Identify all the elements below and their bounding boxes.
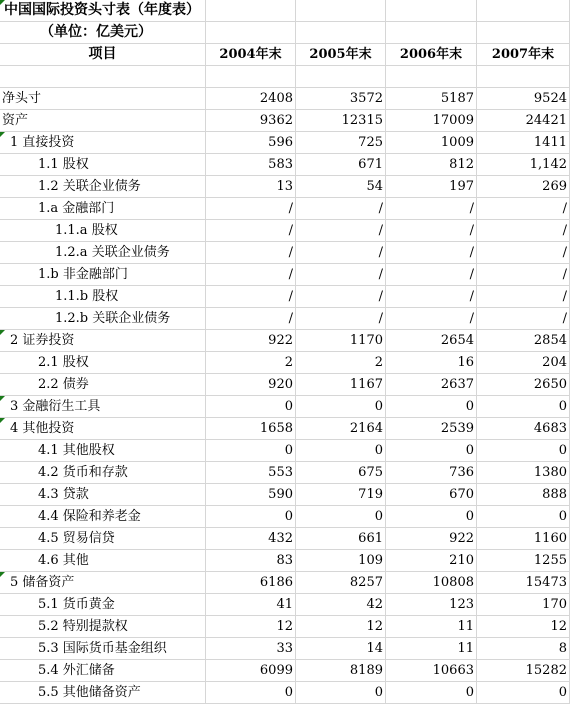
value-cell[interactable]: 11 [386,638,477,660]
table-row [0,308,570,330]
table-row [0,638,570,660]
value-cell[interactable]: 2408 [206,88,296,110]
value-cell[interactable]: 8 [477,638,570,660]
value-cell[interactable]: 671 [296,154,386,176]
table-row [0,550,570,572]
table-row [0,352,570,374]
value-cell[interactable]: 269 [477,176,570,198]
row-label[interactable]: 1.1.a 股权 [0,220,206,242]
value-cell[interactable]: 210 [386,550,477,572]
table-row [0,440,570,462]
cell-marker-icon [0,572,5,577]
row-label[interactable]: 4.4 保险和养老金 [0,506,206,528]
value-cell[interactable]: / [296,308,386,330]
year-header[interactable]: 2004年末 [206,44,296,66]
row-label[interactable]: 3 金融衍生工具 [0,396,206,418]
value-cell[interactable]: / [296,264,386,286]
value-cell[interactable]: 2 [206,352,296,374]
value-cell[interactable]: 15473 [477,572,570,594]
value-cell[interactable]: 12315 [296,110,386,132]
value-cell[interactable]: / [386,198,477,220]
table-row [0,88,570,110]
cell-marker-icon [0,418,5,423]
cell[interactable] [206,22,296,44]
value-cell[interactable]: / [477,198,570,220]
value-cell[interactable]: 0 [477,506,570,528]
table-row [0,132,570,154]
value-cell[interactable]: 83 [206,550,296,572]
value-cell[interactable]: 1255 [477,550,570,572]
cell[interactable] [386,0,477,22]
value-cell[interactable]: 10663 [386,660,477,682]
cell[interactable] [206,66,296,88]
value-cell[interactable]: / [206,220,296,242]
value-cell[interactable]: 10808 [386,572,477,594]
value-cell[interactable]: / [296,286,386,308]
value-cell[interactable]: 11 [386,616,477,638]
value-cell[interactable]: 583 [206,154,296,176]
value-cell[interactable]: 8189 [296,660,386,682]
row-label[interactable]: 1.1.b 股权 [0,286,206,308]
row-label[interactable]: 4.6 其他 [0,550,206,572]
value-cell[interactable]: 2650 [477,374,570,396]
value-cell[interactable]: 719 [296,484,386,506]
row-label[interactable]: 4.1 其他股权 [0,440,206,462]
value-cell[interactable]: 0 [206,440,296,462]
value-cell[interactable]: 1170 [296,330,386,352]
cell-marker-icon [0,330,5,335]
value-cell[interactable]: 725 [296,132,386,154]
table-row [0,572,570,594]
value-cell[interactable]: 670 [386,484,477,506]
cell[interactable] [296,22,386,44]
cell[interactable] [477,0,570,22]
value-cell[interactable]: 0 [386,506,477,528]
value-cell[interactable]: 432 [206,528,296,550]
value-cell[interactable]: 553 [206,462,296,484]
value-cell[interactable]: 0 [206,682,296,704]
value-cell[interactable]: / [296,198,386,220]
table-row [0,286,570,308]
value-cell[interactable]: 661 [296,528,386,550]
row-label[interactable]: 1.1 股权 [0,154,206,176]
value-cell[interactable]: / [206,242,296,264]
value-cell[interactable]: 922 [206,330,296,352]
row-label[interactable]: 1.2 关联企业债务 [0,176,206,198]
value-cell[interactable]: 0 [477,682,570,704]
value-cell[interactable]: 9362 [206,110,296,132]
row-label[interactable]: 1.b 非金融部门 [0,264,206,286]
value-cell[interactable]: 0 [206,506,296,528]
cell-marker-icon [0,132,5,137]
value-cell[interactable]: 1009 [386,132,477,154]
row-label[interactable]: 5.2 特别提款权 [0,616,206,638]
table-row [0,396,570,418]
row-label[interactable]: 1.a 金融部门 [0,198,206,220]
value-cell[interactable]: 17009 [386,110,477,132]
value-cell[interactable]: 14 [296,638,386,660]
title-row [0,0,570,22]
blank-row [0,66,570,88]
value-cell[interactable]: 0 [477,396,570,418]
row-label[interactable]: 5.4 外汇储备 [0,660,206,682]
value-cell[interactable]: 12 [206,616,296,638]
value-cell[interactable]: 6099 [206,660,296,682]
value-cell[interactable]: 54 [296,176,386,198]
value-cell[interactable]: / [477,264,570,286]
cell-marker-icon [0,396,5,401]
year-header[interactable]: 2006年末 [386,44,477,66]
table-row [0,176,570,198]
value-cell[interactable]: 197 [386,176,477,198]
value-cell[interactable]: / [296,242,386,264]
value-cell[interactable]: 0 [296,506,386,528]
value-cell[interactable]: 42 [296,594,386,616]
value-cell[interactable]: 1658 [206,418,296,440]
row-label[interactable]: 2.1 股权 [0,352,206,374]
value-cell[interactable]: 2164 [296,418,386,440]
value-cell[interactable]: 12 [477,616,570,638]
value-cell[interactable]: 922 [386,528,477,550]
cell[interactable] [296,0,386,22]
row-label[interactable]: 5 储备资产 [0,572,206,594]
row-label[interactable]: 1 直接投资 [0,132,206,154]
value-cell[interactable]: 0 [386,682,477,704]
value-cell[interactable]: 33 [206,638,296,660]
value-cell[interactable]: 8257 [296,572,386,594]
value-cell[interactable]: / [386,264,477,286]
row-label[interactable]: 5.5 其他储备资产 [0,682,206,704]
value-cell[interactable]: 9524 [477,88,570,110]
value-cell[interactable]: 812 [386,154,477,176]
table-row [0,198,570,220]
table-title[interactable]: 中国国际投资头寸表（年度表） [0,0,206,22]
value-cell[interactable]: 0 [206,396,296,418]
value-cell[interactable]: 3572 [296,88,386,110]
year-header[interactable]: 2005年末 [296,44,386,66]
value-cell[interactable]: / [206,286,296,308]
value-cell[interactable]: 1380 [477,462,570,484]
cell-marker-icon [0,0,5,5]
value-cell[interactable]: 0 [296,682,386,704]
value-cell[interactable]: / [386,220,477,242]
value-cell[interactable]: 0 [477,440,570,462]
row-label[interactable]: 4.2 货币和存款 [0,462,206,484]
value-cell[interactable]: 4683 [477,418,570,440]
row-label[interactable]: 4 其他投资 [0,418,206,440]
header-row [0,44,570,66]
value-cell[interactable]: 2539 [386,418,477,440]
row-label[interactable]: 2 证券投资 [0,330,206,352]
cell[interactable] [206,0,296,22]
value-cell[interactable]: 675 [296,462,386,484]
value-cell[interactable]: 1411 [477,132,570,154]
row-label[interactable]: 2.2 债券 [0,374,206,396]
value-cell[interactable]: / [386,286,477,308]
value-cell[interactable]: 123 [386,594,477,616]
row-label[interactable]: 4.3 贷款 [0,484,206,506]
value-cell[interactable]: / [386,242,477,264]
value-cell[interactable]: 24421 [477,110,570,132]
table-row [0,506,570,528]
value-cell[interactable]: 13 [206,176,296,198]
value-cell[interactable]: 15282 [477,660,570,682]
value-cell[interactable]: 1,142 [477,154,570,176]
value-cell[interactable]: 0 [386,396,477,418]
table-row [0,418,570,440]
table-row [0,616,570,638]
value-cell[interactable]: 2654 [386,330,477,352]
cell[interactable] [296,66,386,88]
value-cell[interactable]: / [477,286,570,308]
year-header[interactable]: 2007年末 [477,44,570,66]
table-row [0,682,570,704]
table-row [0,462,570,484]
table-row [0,484,570,506]
table-row [0,242,570,264]
item-header[interactable]: 项目 [0,44,206,66]
table-row [0,528,570,550]
value-cell[interactable]: 590 [206,484,296,506]
value-cell[interactable]: 1160 [477,528,570,550]
value-cell[interactable]: 920 [206,374,296,396]
value-cell[interactable]: 0 [296,396,386,418]
value-cell[interactable]: 12 [296,616,386,638]
value-cell[interactable]: 5187 [386,88,477,110]
value-cell[interactable]: / [477,220,570,242]
value-cell[interactable]: 0 [386,440,477,462]
value-cell[interactable]: / [206,264,296,286]
value-cell[interactable]: / [386,308,477,330]
unit-row [0,22,570,44]
cell[interactable] [477,66,570,88]
cell[interactable] [477,22,570,44]
cell[interactable] [0,66,206,88]
table-row [0,374,570,396]
row-label[interactable]: 5.1 货币黄金 [0,594,206,616]
value-cell[interactable]: 2637 [386,374,477,396]
row-label[interactable]: 5.3 国际货币基金组织 [0,638,206,660]
table-row [0,154,570,176]
table-row [0,264,570,286]
row-label[interactable]: 1.2.a 关联企业债务 [0,242,206,264]
unit-label[interactable]: （单位：亿美元） [0,22,206,44]
value-cell[interactable]: 596 [206,132,296,154]
value-cell[interactable]: / [477,242,570,264]
cell[interactable] [386,22,477,44]
row-label[interactable]: 净头寸 [0,88,206,110]
table-row [0,660,570,682]
row-label[interactable]: 1.2.b 关联企业债务 [0,308,206,330]
table-row [0,110,570,132]
value-cell[interactable]: 109 [296,550,386,572]
value-cell[interactable]: 204 [477,352,570,374]
value-cell[interactable]: / [477,308,570,330]
value-cell[interactable]: 736 [386,462,477,484]
value-cell[interactable]: 16 [386,352,477,374]
table-row [0,220,570,242]
value-cell[interactable]: 41 [206,594,296,616]
value-cell[interactable]: / [206,198,296,220]
row-label[interactable]: 4.5 贸易信贷 [0,528,206,550]
table-row [0,594,570,616]
value-cell[interactable]: 170 [477,594,570,616]
value-cell[interactable]: 2 [296,352,386,374]
value-cell[interactable]: 888 [477,484,570,506]
table-row [0,330,570,352]
value-cell[interactable]: 2854 [477,330,570,352]
value-cell[interactable]: 6186 [206,572,296,594]
cell[interactable] [386,66,477,88]
value-cell[interactable]: 0 [296,440,386,462]
value-cell[interactable]: / [206,308,296,330]
value-cell[interactable]: / [296,220,386,242]
row-label[interactable]: 资产 [0,110,206,132]
value-cell[interactable]: 1167 [296,374,386,396]
